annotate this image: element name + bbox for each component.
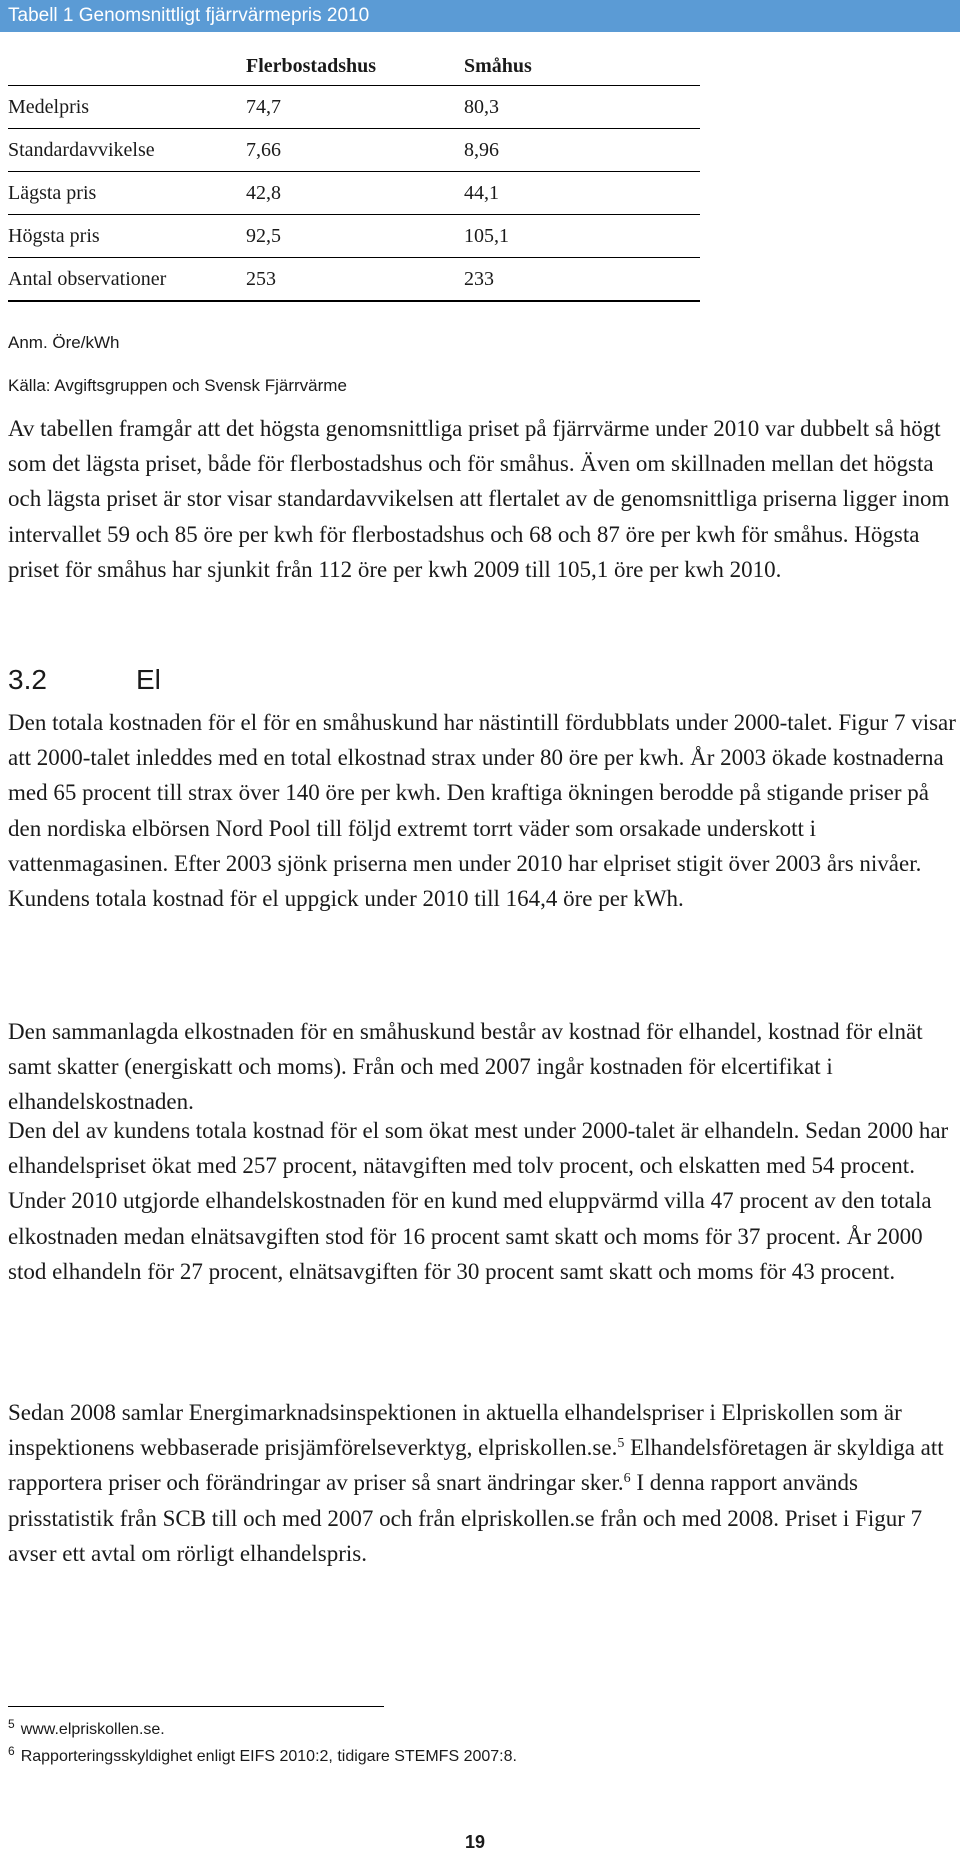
table-title: Tabell 1 Genomsnittligt fjärrvärmepris 2010	[0, 0, 960, 32]
row-label: Antal observationer	[8, 258, 246, 302]
row-label: Lägsta pris	[8, 172, 246, 215]
footnote	[8, 1717, 165, 1739]
table-row	[8, 86, 700, 129]
row-label: Medelpris	[8, 86, 246, 129]
table-header-cell: Småhus	[464, 47, 700, 86]
table-row	[8, 258, 700, 302]
table-cell: 7,66	[246, 129, 464, 172]
table-cell: 44,1	[464, 172, 700, 215]
table-cell: 92,5	[246, 215, 464, 258]
section-number: 3.2	[8, 664, 47, 695]
footnote-ref[interactable]: 6	[623, 1471, 631, 1487]
table-header-cell	[8, 47, 246, 86]
section-title: El	[136, 664, 161, 695]
body-paragraph-district-heating: Av tabellen framgår att det högsta genomsnittliga priset på fjärrvärme under 2010 var dubbelt så högt som det lägsta priset, både för flerbostadshus och för småhus. Även om skillnaden mellan det högsta och lägsta priset är stor visar standardavvikelsen att flertalet av de genomsnittliga priserna ligger inom intervallet 59 och 85 öre per kwh för flerbostadshus och 68 och 87 öre per kwh för småhus. Högsta priset för småhus har sjunkit från 112 öre per kwh 2009 till 105,1 öre per kwh 2010.	[8, 416, 950, 582]
table-cell: 80,3	[464, 86, 700, 129]
paragraph-text: I denna rapport används prisstatistik från SCB till och med 2007 och från elpriskollen.se från och med 2008. Priset i Figur 7 avser ett avtal om rörligt elhandelspris.	[8, 1470, 923, 1566]
footnote-mark: 6	[8, 1744, 15, 1758]
table-row	[8, 172, 700, 215]
footnote-ref[interactable]: 5	[617, 1436, 625, 1452]
table-row	[8, 129, 700, 172]
footnote-divider	[8, 1706, 384, 1707]
table-cell: 253	[246, 258, 464, 302]
table-source-note: Källa: Avgiftsgruppen och Svensk Fjärrvärme	[8, 376, 347, 395]
body-paragraph-cost-components: Den sammanlagda elkostnaden för en småhuskund består av kostnad för elhandel, kostnad för elnät samt skatter (energiskatt och moms). Från och med 2007 ingår kostnaden för elcertifikat i elhandelskostnaden.	[8, 1019, 923, 1115]
section-heading	[8, 664, 161, 696]
body-paragraph-elpriskollen	[8, 1395, 956, 1571]
paragraph-text: Sedan 2008 samlar Energimarknadsinspektionen in aktuella elhandelspriser i Elpriskollen som är inspektionens webbaserade prisjämförelseverktyg, elpriskollen.se.	[8, 1400, 902, 1461]
table-cell: 105,1	[464, 215, 700, 258]
table-cell: 42,8	[246, 172, 464, 215]
table-unit-note: Anm. Öre/kWh	[8, 333, 120, 352]
footnote	[8, 1744, 517, 1766]
table-cell: 74,7	[246, 86, 464, 129]
table-header-cell: Flerbostadshus	[246, 47, 464, 86]
body-paragraph-electricity-cost: Den totala kostnaden för el för en småhuskund har nästintill fördubblats under 2000-talet. Figur 7 visar att 2000-talet inleddes med en total elkostnad strax under 80 öre per kwh. År 2003 ökade kostnaderna med 65 procent till strax över 140 öre per kwh. Den kraftiga ökningen berodde på stigande priser på den nordiska elbörsen Nord Pool till följd extremt torrt väder som orsakade underskott i vattenmagasinen. Efter 2003 sjönk priserna men under 2010 har elpriset stigit över 2003 års nivåer. Kundens totala kostnad för el uppgick under 2010 till 164,4 öre per kWh.	[8, 710, 956, 912]
table-cell: 233	[464, 258, 700, 302]
paragraph-text: Elhandelsföretagen är skyldiga att rapportera priser och förändringar av priser så snart ändringar sker.	[8, 1435, 944, 1496]
footnote-text: www.elpriskollen.se.	[20, 1721, 165, 1738]
page-number: 19	[465, 1832, 486, 1852]
table-cell: 8,96	[464, 129, 700, 172]
row-label: Högsta pris	[8, 215, 246, 258]
footnote-mark: 5	[8, 1717, 15, 1731]
table-header-row	[8, 47, 700, 86]
row-label: Standardavvikelse	[8, 129, 246, 172]
footnote-text: Rapporteringsskyldighet enligt EIFS 2010:2, tidigare STEMFS 2007:8.	[20, 1748, 517, 1765]
table-row	[8, 215, 700, 258]
price-table	[8, 47, 700, 302]
body-paragraph-cost-shares: Den del av kundens totala kostnad för el som ökat mest under 2000-talet är elhandeln. Sedan 2000 har elhandelspriset ökat med 257 procent, nätavgiften med tolv procent, och elskatten med 54 procent. Under 2010 utgjorde elhandelskostnaden för en kund med eluppvärmd villa 47 procent av den totala elkostnaden medan elnätsavgiften stod för 16 procent samt skatt och moms för 37 procent. År 2000 stod elhandeln för 27 procent, elnätsavgiften för 30 procent samt skatt och moms för 43 procent.	[8, 1118, 949, 1284]
